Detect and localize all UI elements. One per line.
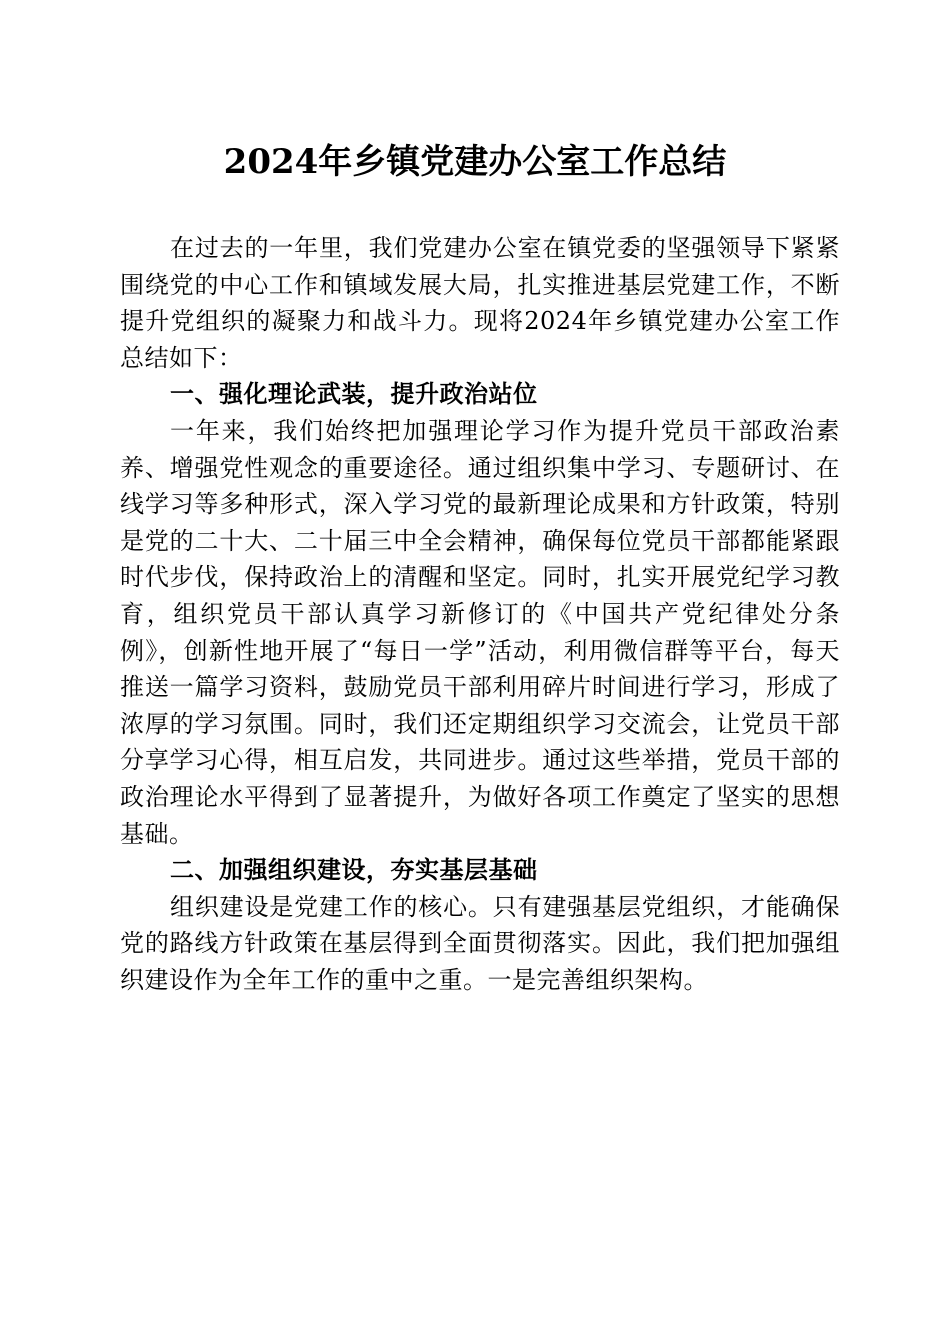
- section-2-heading: 二、加强组织建设，夯实基层基础: [170, 856, 538, 885]
- document-title: 2024年乡镇党建办公室工作总结: [223, 142, 727, 182]
- section-1-paragraph: 一年来，我们始终把加强理论学习作为提升党员干部政治素养、增强党性观念的重要途径。通过组织集中学习、专题研讨、在线学习等多种形式，深入学习党的最新理论成果和方针政策，特别是党的二十大、二十届三中全会精神，确保每位党员干部都能紧跟时代步伐，保持政治上的清醒和坚定。同时，扎实开展党纪学习教育，组织党员干部认真学习新修订的《中国共产党纪律处分条例》，创新性地开展了“每日一学”活动，利用微信群等平台，每天推送一篇学习资料，鼓励党员干部利用碎片时间进行学习，形成了浓厚的学习氛围。同时，我们还定期组织学习交流会，让党员干部分享学习心得，相互启发，共同进步。通过这些举措，党员干部的政治理论水平得到了显著提升，为做好各项工作奠定了坚实的思想基础。: [120, 416, 840, 848]
- document-body: [120, 230, 840, 998]
- section-2-paragraph: 组织建设是党建工作的核心。只有建强基层党组织，才能确保党的路线方针政策在基层得到全面贯彻落实。因此，我们把加强组织建设作为全年工作的重中之重。一是完善组织架构。: [120, 892, 840, 994]
- section-1-heading: 一、强化理论武装，提升政治站位: [170, 380, 538, 409]
- intro-paragraph: 在过去的一年里，我们党建办公室在镇党委的坚强领导下紧紧围绕党的中心工作和镇域发展大局，扎实推进基层党建工作，不断提升党组织的凝聚力和战斗力。现将2024年乡镇党建办公室工作总结如下：: [120, 234, 840, 372]
